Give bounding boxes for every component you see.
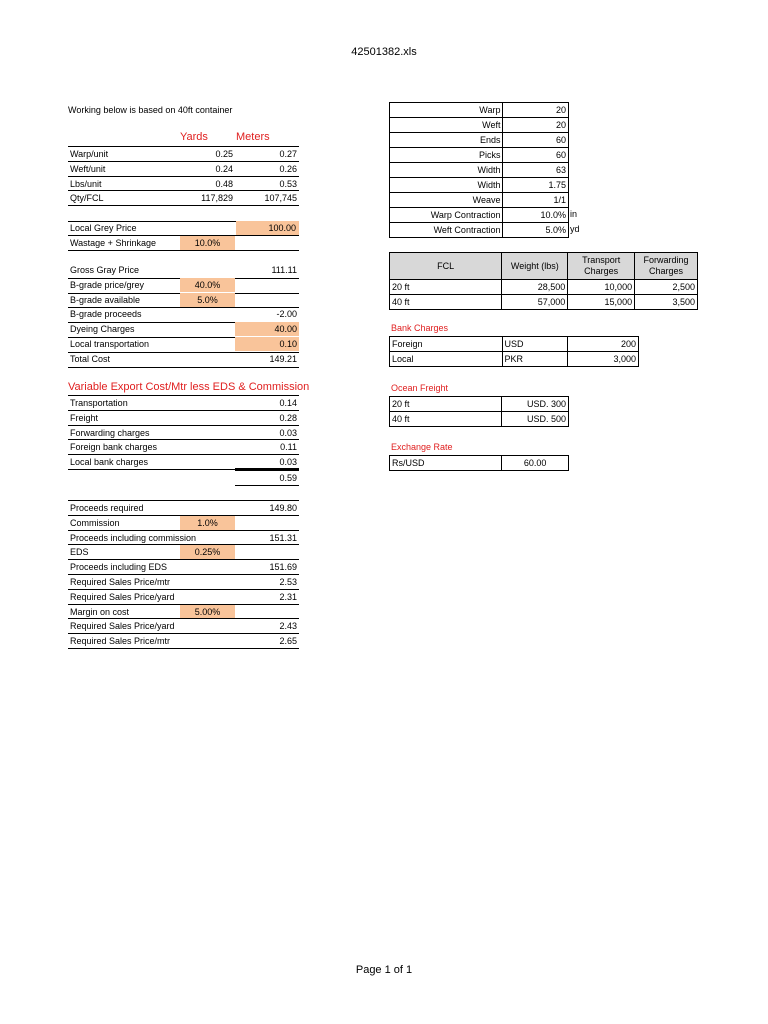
exchange-rate-cell[interactable]: 60.00 bbox=[502, 456, 569, 471]
proceeds-row-label: Commission bbox=[70, 517, 120, 528]
cost-row-value[interactable]: 0.10 bbox=[235, 337, 299, 351]
fabric-row bbox=[390, 163, 569, 178]
fabric-row-label: Weft bbox=[390, 118, 503, 133]
variable-row-value: 0.03 bbox=[279, 427, 297, 438]
variable-row-label: Forwarding charges bbox=[70, 427, 150, 438]
exchange-rate-title: Exchange Rate bbox=[391, 442, 453, 452]
proceeds-row-label: Proceeds required bbox=[70, 503, 144, 513]
page-footer: Page 1 of 1 bbox=[355, 964, 413, 976]
fabric-row-value[interactable]: 63 bbox=[503, 163, 569, 178]
file-title: 42501382.xls bbox=[351, 46, 417, 58]
fabric-row-value[interactable]: 10.0% bbox=[503, 208, 569, 223]
cost-row-input[interactable]: 5.0% bbox=[180, 293, 235, 307]
proceeds-row-label: Required Sales Price/yard bbox=[70, 621, 175, 632]
proceeds-row-label: Proceeds including commission bbox=[70, 532, 197, 543]
yarn-row-meters: 0.26 bbox=[279, 163, 297, 174]
variable-row-value: 0.11 bbox=[280, 442, 297, 453]
variable-row-label: Transportation bbox=[70, 398, 128, 408]
local-grey-price-label: Local Grey Price bbox=[70, 223, 137, 233]
bank-charges-table bbox=[389, 336, 639, 367]
proceeds-row-label: Proceeds including EDS bbox=[70, 562, 168, 573]
ocean-freight-cell[interactable]: USD. 500 bbox=[502, 412, 569, 427]
fabric-row bbox=[390, 208, 569, 223]
fabric-row bbox=[390, 223, 569, 238]
grey-price-section bbox=[68, 221, 299, 251]
variable-row-value: 0.14 bbox=[279, 398, 297, 408]
fcl-cell: 40 ft bbox=[390, 295, 502, 310]
yarn-row-yards: 0.24 bbox=[215, 163, 233, 174]
fabric-row-label: Warp Contraction bbox=[390, 208, 503, 223]
fabric-row-unit: in bbox=[570, 209, 578, 219]
cost-row-label: B-grade price/grey bbox=[70, 279, 145, 290]
fabric-row-label: Picks bbox=[390, 148, 503, 163]
fabric-row-value[interactable]: 1.75 bbox=[503, 178, 569, 193]
exchange-rate-cell: Rs/USD bbox=[390, 456, 502, 471]
fabric-row-label: Width bbox=[390, 163, 503, 178]
wastage-label: Wastage + Shrinkage bbox=[70, 238, 156, 248]
fcl-row bbox=[390, 295, 698, 310]
cost-row-value: -2.00 bbox=[276, 309, 297, 320]
yarn-row-meters: 107,745 bbox=[264, 193, 297, 204]
variable-row-value: 0.28 bbox=[279, 412, 297, 423]
bank-charges-title: Bank Charges bbox=[391, 323, 449, 333]
ocean-freight-table bbox=[389, 396, 569, 427]
fcl-cell[interactable]: 57,000 bbox=[502, 295, 568, 310]
cost-row-value: 149.21 bbox=[269, 353, 297, 364]
container-note: Working below is based on 40ft container bbox=[68, 105, 233, 115]
fcl-header-row bbox=[390, 253, 698, 280]
ocean-freight-cell[interactable]: USD. 300 bbox=[502, 397, 569, 412]
bank-charge-cell[interactable]: 200 bbox=[568, 337, 639, 352]
fcl-cell[interactable]: 2,500 bbox=[635, 280, 698, 295]
yarn-row-label: Weft/unit bbox=[70, 163, 106, 174]
fcl-cell[interactable]: 3,500 bbox=[635, 295, 698, 310]
cost-row-label: Gross Gray Price bbox=[70, 265, 140, 275]
fabric-row bbox=[390, 193, 569, 208]
local-grey-price-value[interactable]: 100.00 bbox=[236, 221, 299, 235]
meters-header: Meters bbox=[236, 131, 270, 143]
variable-cost-total: 0.59 bbox=[279, 473, 297, 483]
fabric-row-label: Ends bbox=[390, 133, 503, 148]
cost-row-label: Total Cost bbox=[70, 353, 111, 364]
fabric-row-value[interactable]: 5.0% bbox=[503, 223, 569, 238]
proceeds-row-label: EDS bbox=[70, 547, 89, 558]
ocean-freight-row bbox=[390, 397, 569, 412]
exchange-rate-table bbox=[389, 455, 569, 471]
cost-row-label: Dyeing Charges bbox=[70, 324, 135, 335]
fabric-row-value[interactable]: 20 bbox=[503, 118, 569, 133]
weight-header: Weight (lbs) bbox=[502, 253, 568, 280]
proceeds-row-value: 2.31 bbox=[279, 591, 297, 602]
cost-row-input[interactable]: 40.0% bbox=[180, 278, 235, 292]
yarn-row-yards: 117,829 bbox=[201, 193, 233, 204]
fabric-row bbox=[390, 148, 569, 163]
proceeds-row-input[interactable]: 1.0% bbox=[180, 516, 235, 530]
fabric-row-label: Warp bbox=[390, 103, 503, 118]
ocean-freight-title: Ocean Freight bbox=[391, 383, 449, 393]
bank-charge-cell: Foreign bbox=[390, 337, 503, 352]
ocean-freight-cell: 40 ft bbox=[390, 412, 502, 427]
variable-row-label: Freight bbox=[70, 412, 99, 423]
fcl-header: FCL bbox=[390, 253, 502, 280]
yarn-row-yards: 0.48 bbox=[215, 178, 233, 189]
row-divider bbox=[68, 205, 299, 206]
fcl-cell[interactable]: 10,000 bbox=[568, 280, 635, 295]
ocean-freight-row bbox=[390, 412, 569, 427]
yards-header: Yards bbox=[180, 131, 208, 143]
transport-charges-header: Transport Charges bbox=[568, 253, 635, 280]
bank-charge-cell: USD bbox=[502, 337, 568, 352]
proceeds-row-value: 149.80 bbox=[269, 503, 297, 513]
fabric-row-label: Weave bbox=[390, 193, 503, 208]
fcl-row bbox=[390, 280, 698, 295]
fabric-row-label: Width bbox=[390, 178, 503, 193]
variable-cost-title: Variable Export Cost/Mtr less EDS & Commission bbox=[68, 381, 310, 393]
ocean-freight-cell: 20 ft bbox=[390, 397, 502, 412]
exchange-rate-row bbox=[390, 456, 569, 471]
cost-row-value: 111.11 bbox=[271, 265, 297, 275]
fcl-cell[interactable]: 28,500 bbox=[502, 280, 568, 295]
fabric-row-value[interactable]: 20 bbox=[503, 103, 569, 118]
bank-charge-row bbox=[390, 337, 639, 352]
proceeds-row-input[interactable]: 5.00% bbox=[180, 605, 235, 619]
yarn-row-label: Warp/unit bbox=[70, 149, 109, 159]
cost-row-label: B-grade proceeds bbox=[70, 309, 142, 320]
fcl-table bbox=[389, 252, 698, 310]
variable-row-value: 0.03 bbox=[279, 457, 297, 468]
variable-row-label: Foreign bank charges bbox=[70, 442, 158, 453]
bank-charge-cell: Local bbox=[390, 352, 503, 367]
fabric-row bbox=[390, 178, 569, 193]
proceeds-row-value: 151.69 bbox=[269, 562, 297, 573]
row-divider bbox=[68, 367, 299, 368]
bank-charge-cell: PKR bbox=[502, 352, 568, 367]
fabric-row-value[interactable]: 60 bbox=[503, 148, 569, 163]
fabric-row bbox=[390, 133, 569, 148]
variable-row-label: Local bank charges bbox=[70, 457, 149, 468]
proceeds-row-value: 2.65 bbox=[279, 636, 297, 647]
proceeds-row-value: 2.53 bbox=[279, 577, 297, 587]
proceeds-row-value: 2.43 bbox=[279, 621, 297, 632]
yarn-row-yards: 0.25 bbox=[215, 149, 233, 159]
fabric-spec-table bbox=[389, 102, 569, 238]
proceeds-row-input[interactable]: 0.25% bbox=[180, 545, 235, 559]
bank-charge-cell[interactable]: 3,000 bbox=[568, 352, 639, 367]
fabric-row bbox=[390, 118, 569, 133]
yarn-row-label: Lbs/unit bbox=[70, 178, 102, 189]
yarn-row-label: Qty/FCL bbox=[70, 193, 104, 204]
bank-charge-row bbox=[390, 352, 639, 367]
fabric-row-unit: yd bbox=[570, 224, 580, 234]
fcl-cell[interactable]: 15,000 bbox=[568, 295, 635, 310]
proceeds-row-label: Required Sales Price/mtr bbox=[70, 636, 171, 647]
cost-row-label: B-grade available bbox=[70, 294, 141, 305]
wastage-value[interactable]: 10.0% bbox=[180, 236, 235, 250]
fabric-row-value[interactable]: 1/1 bbox=[503, 193, 569, 208]
fabric-row-value[interactable]: 60 bbox=[503, 133, 569, 148]
proceeds-row-label: Required Sales Price/mtr bbox=[70, 577, 171, 587]
cost-row-label: Local transportation bbox=[70, 339, 150, 349]
proceeds-row-label: Margin on cost bbox=[70, 606, 130, 617]
fabric-row bbox=[390, 103, 569, 118]
proceeds-row-label: Required Sales Price/yard bbox=[70, 591, 175, 602]
fabric-row-label: Weft Contraction bbox=[390, 223, 503, 238]
cost-row-value[interactable]: 40.00 bbox=[235, 322, 299, 336]
forwarding-charges-header: Forwarding Charges bbox=[635, 253, 698, 280]
fcl-cell: 20 ft bbox=[390, 280, 502, 295]
yarn-row-meters: 0.27 bbox=[279, 149, 297, 159]
yarn-row-meters: 0.53 bbox=[279, 178, 297, 189]
proceeds-row-value: 151.31 bbox=[269, 532, 297, 543]
row-divider bbox=[68, 648, 299, 649]
